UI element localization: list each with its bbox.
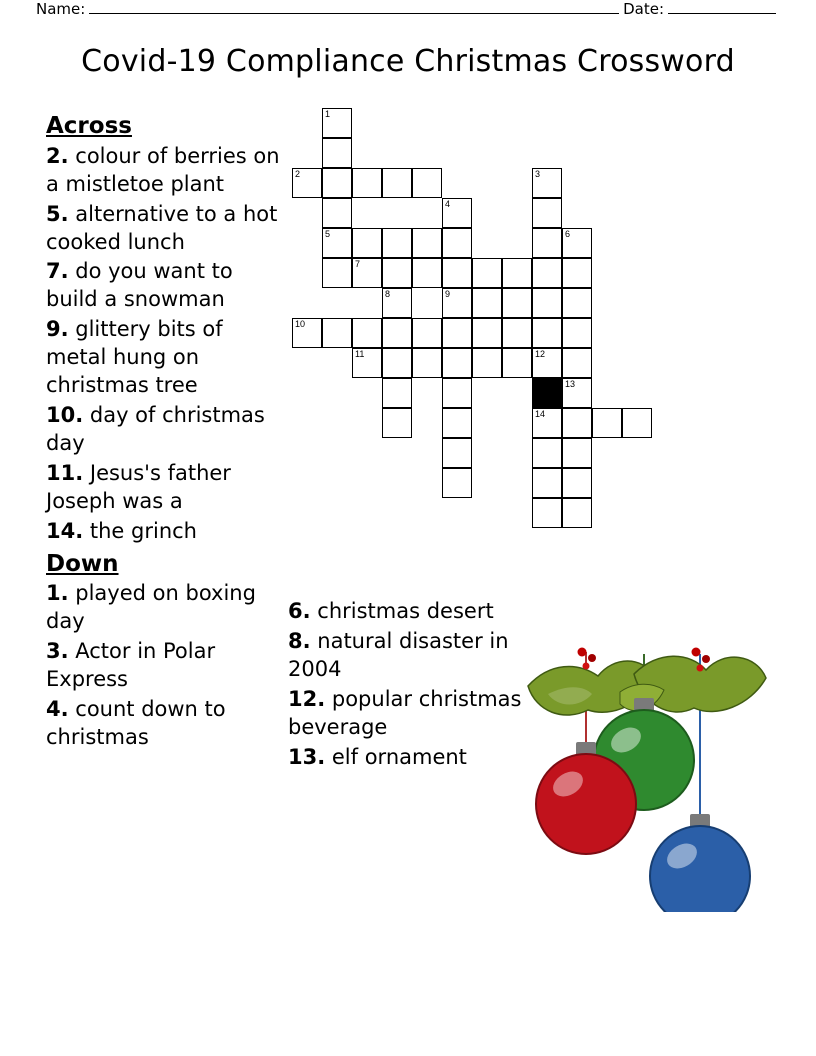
grid-cell[interactable] — [382, 288, 412, 318]
grid-cell[interactable] — [382, 378, 412, 408]
grid-cell-number: 12 — [535, 349, 546, 359]
clue-number: 9. — [46, 317, 69, 342]
name-label: Name: — [36, 0, 86, 18]
grid-cell-number: 7 — [355, 259, 361, 269]
grid-cell[interactable] — [532, 438, 562, 468]
christmas-ornaments-illustration — [524, 632, 786, 912]
grid-cell[interactable] — [472, 258, 502, 288]
clue-item — [288, 686, 528, 742]
grid-cell[interactable] — [562, 378, 592, 408]
clue-text: count down to christmas — [46, 697, 226, 750]
grid-cell[interactable] — [322, 138, 352, 168]
grid-cell[interactable] — [532, 348, 562, 378]
clue-number: 14. — [46, 518, 84, 543]
grid-cell[interactable] — [442, 318, 472, 348]
grid-cell-number: 5 — [325, 229, 331, 239]
grid-cell[interactable] — [562, 438, 592, 468]
grid-cell[interactable] — [442, 198, 472, 228]
grid-cell[interactable] — [562, 348, 592, 378]
grid-cell[interactable] — [442, 438, 472, 468]
clue-number: 8. — [288, 628, 311, 653]
grid-cell[interactable] — [442, 408, 472, 438]
grid-cell[interactable] — [562, 318, 592, 348]
grid-cell[interactable] — [532, 468, 562, 498]
grid-cell[interactable] — [412, 348, 442, 378]
clue-number: 3. — [46, 639, 69, 664]
clue-item — [46, 518, 282, 546]
grid-cell[interactable] — [382, 318, 412, 348]
grid-cell-number: 8 — [385, 289, 391, 299]
grid-cell[interactable] — [322, 198, 352, 228]
grid-cell[interactable] — [382, 258, 412, 288]
grid-cell[interactable] — [532, 168, 562, 198]
clue-text: glittery bits of metal hung on christmas tree — [46, 317, 223, 398]
clue-number: 13. — [288, 744, 326, 769]
grid-cell-number: 14 — [535, 409, 546, 419]
grid-cell[interactable] — [532, 258, 562, 288]
grid-cell[interactable] — [472, 318, 502, 348]
grid-cell[interactable] — [352, 228, 382, 258]
clue-item — [46, 460, 282, 516]
clue-number: 2. — [46, 143, 69, 168]
clue-text: played on boxing day — [46, 581, 256, 634]
clue-text: the grinch — [83, 518, 197, 543]
clue-item — [46, 201, 282, 257]
clue-column-right — [288, 598, 528, 774]
grid-cell-number: 11 — [355, 349, 365, 359]
grid-cell[interactable] — [472, 348, 502, 378]
grid-cell[interactable] — [292, 168, 322, 198]
blue-ornament — [650, 814, 750, 912]
name-date-line — [36, 0, 780, 26]
clue-text: day of christmas day — [46, 403, 265, 455]
grid-cell-number: 4 — [445, 199, 451, 209]
grid-cell[interactable] — [412, 258, 442, 288]
date-input-rule[interactable] — [668, 0, 776, 14]
grid-cell[interactable] — [382, 168, 412, 198]
grid-cell[interactable] — [442, 468, 472, 498]
grid-cell-number: 2 — [295, 169, 301, 179]
grid-cell[interactable] — [442, 228, 472, 258]
grid-cell[interactable] — [352, 258, 382, 288]
clue-text: Jesus's father Joseph was a — [46, 460, 231, 513]
clue-number: 5. — [46, 201, 69, 226]
clue-text: popular christmas beverage — [288, 686, 522, 739]
clue-text: christmas desert — [310, 599, 494, 623]
clue-column-left — [46, 112, 282, 754]
clue-item — [288, 628, 528, 684]
grid-cell-number: 3 — [535, 169, 541, 179]
down-clue-list-part1 — [46, 580, 282, 752]
grid-cell[interactable] — [292, 318, 322, 348]
page-title: Covid-19 Compliance Christmas Crossword — [81, 44, 735, 79]
across-heading: Across — [46, 113, 132, 139]
clue-text: alternative to a hot cooked lunch — [46, 201, 278, 254]
grid-cell[interactable] — [412, 318, 442, 348]
clue-number: 1. — [46, 581, 69, 606]
grid-cell[interactable] — [562, 288, 592, 318]
clue-item — [46, 402, 282, 458]
clue-item — [46, 638, 282, 694]
clue-item — [288, 598, 528, 626]
grid-cell[interactable] — [502, 288, 532, 318]
grid-cell[interactable] — [352, 348, 382, 378]
grid-cell[interactable] — [442, 288, 472, 318]
grid-cell[interactable] — [532, 408, 562, 438]
grid-cell-blocked — [532, 378, 562, 408]
clue-number: 11. — [46, 460, 84, 485]
clue-number: 7. — [46, 259, 69, 284]
clue-text: elf ornament — [325, 744, 467, 769]
grid-cell[interactable] — [472, 288, 502, 318]
grid-cell[interactable] — [322, 318, 352, 348]
clue-text: do you want to build a snowman — [46, 259, 233, 312]
name-input-rule[interactable] — [89, 0, 619, 14]
grid-cell-number: 1 — [325, 109, 331, 119]
clue-text: Actor in Polar Express — [46, 639, 216, 692]
down-heading: Down — [46, 550, 119, 577]
grid-cell[interactable] — [622, 408, 652, 438]
grid-cell[interactable] — [502, 258, 532, 288]
grid-cell[interactable] — [562, 258, 592, 288]
grid-cell[interactable] — [532, 498, 562, 528]
grid-cell[interactable] — [562, 468, 592, 498]
grid-cell-number: 10 — [295, 319, 306, 329]
grid-cell[interactable] — [382, 408, 412, 438]
grid-cell[interactable] — [592, 408, 622, 438]
clue-text: colour of berries on a mistletoe plant — [46, 143, 280, 196]
clue-item — [46, 258, 282, 314]
grid-cell-number: 9 — [445, 289, 451, 299]
grid-cell[interactable] — [562, 228, 592, 258]
clue-text: natural disaster in 2004 — [288, 628, 509, 681]
clue-number: 12. — [288, 686, 326, 711]
grid-cell[interactable] — [562, 498, 592, 528]
date-label: Date: — [623, 0, 664, 18]
grid-cell[interactable] — [442, 258, 472, 288]
grid-cell[interactable] — [412, 168, 442, 198]
grid-cell[interactable] — [412, 228, 442, 258]
clue-item — [46, 143, 282, 199]
grid-cell-number: 13 — [565, 379, 576, 389]
grid-cell[interactable] — [532, 228, 562, 258]
clue-item — [46, 696, 282, 752]
grid-cell[interactable] — [442, 378, 472, 408]
clue-number: 10. — [46, 403, 84, 428]
clue-number: 4. — [46, 697, 69, 722]
crossword-grid[interactable] — [292, 108, 672, 568]
down-clue-list-part2 — [288, 598, 528, 772]
grid-cell[interactable] — [532, 318, 562, 348]
grid-cell[interactable] — [352, 318, 382, 348]
grid-cell[interactable] — [322, 108, 352, 138]
grid-cell-number: 6 — [565, 229, 571, 239]
grid-cell[interactable] — [322, 258, 352, 288]
clue-item — [288, 744, 528, 772]
grid-cell[interactable] — [352, 168, 382, 198]
clue-item — [46, 316, 282, 400]
grid-cell[interactable] — [502, 348, 532, 378]
grid-cell[interactable] — [322, 228, 352, 258]
across-clue-list — [46, 143, 282, 546]
grid-cell[interactable] — [532, 288, 562, 318]
grid-cell[interactable] — [382, 228, 412, 258]
grid-cell[interactable] — [562, 408, 592, 438]
grid-cell[interactable] — [382, 348, 412, 378]
clue-number: 6. — [288, 599, 311, 623]
clue-item — [46, 580, 282, 636]
grid-cell[interactable] — [322, 168, 352, 198]
grid-cell[interactable] — [532, 198, 562, 228]
grid-cell[interactable] — [442, 348, 472, 378]
grid-cell[interactable] — [502, 318, 532, 348]
